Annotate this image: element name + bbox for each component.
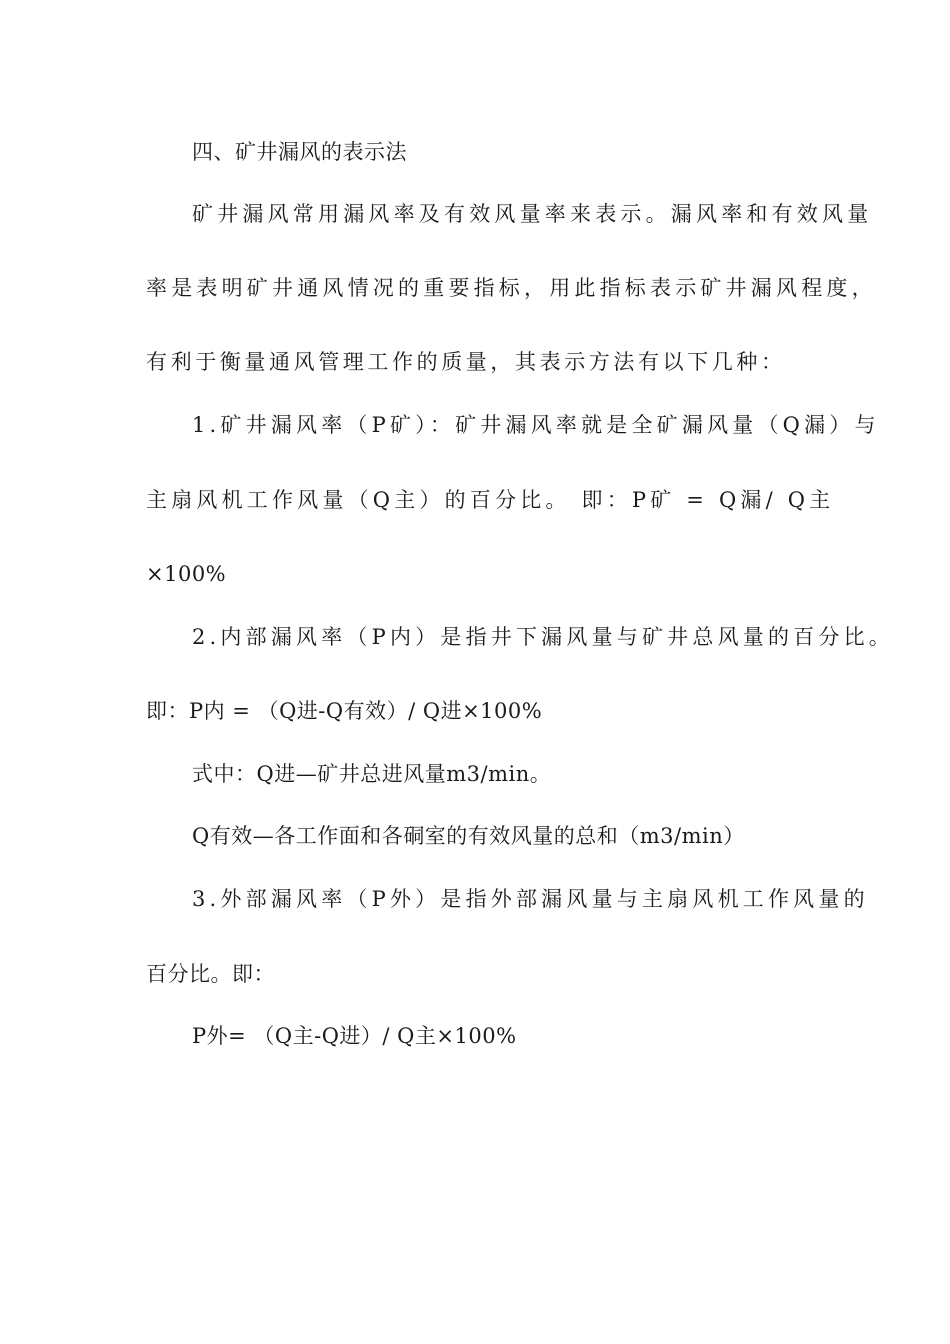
paragraph-line: 百分比。即： bbox=[146, 962, 275, 986]
formula-line: ×100% bbox=[146, 562, 227, 586]
paragraph-line: 主扇风机工作风量（Q主）的百分比。 即：P矿 = Q漏/ Q主 bbox=[146, 488, 835, 512]
definition-line: Q有效—各工作面和各硐室的有效风量的总和（m3/min） bbox=[192, 824, 745, 848]
formula-line: 即：P内 = （Q进-Q有效）/ Q进×100% bbox=[146, 699, 543, 723]
definition-line: 式中：Q进—矿井总进风量m3/min。 bbox=[192, 762, 552, 786]
paragraph-line: 2.内部漏风率（P内）是指井下漏风量与矿井总风量的百分比。 bbox=[192, 625, 894, 649]
paragraph-line: 有利于衡量通风管理工作的质量，其表示方法有以下几种： bbox=[146, 350, 786, 374]
paragraph-line: 矿井漏风常用漏风率及有效风量率来表示。漏风率和有效风量 bbox=[192, 202, 873, 226]
paragraph-line: 1.矿井漏风率（P矿）：矿井漏风率就是全矿漏风量（Q漏）与 bbox=[192, 413, 880, 437]
formula-line: P外= （Q主-Q进）/ Q主×100% bbox=[192, 1024, 517, 1048]
paragraph-line: 率是表明矿井通风情况的重要指标，用此指标表示矿井漏风程度， bbox=[146, 276, 877, 300]
paragraph-line: 3.外部漏风率（P外）是指外部漏风量与主扇风机工作风量的 bbox=[192, 887, 869, 911]
section-heading: 四、矿井漏风的表示法 bbox=[192, 140, 407, 164]
